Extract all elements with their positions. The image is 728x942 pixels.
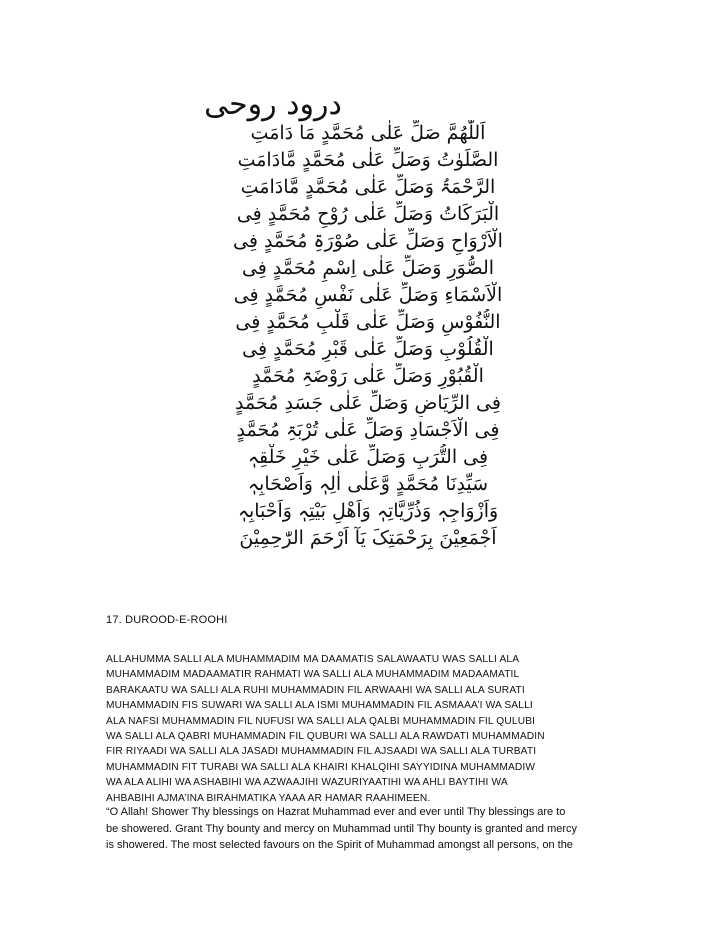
arabic-line: سَیِّدِنَا مُحَمَّدٍ وَّعَلٰی اٰلِہٖ وَاَصْحَابِہٖ (247, 473, 489, 495)
arabic-line: اَللّٰھُمَّ صَلِّ عَلٰی مُحَمَّدٍ مَا دَامَتِ (250, 122, 486, 144)
arabic-line: فِی التُّرَبِ وَصَلِّ عَلٰی خَیْرِ خَلْقِہٖ (247, 446, 489, 468)
arabic-line: الْاَسْمَاءِ وَصَلِّ عَلٰی نَفْسِ مُحَمَّدٍ فِی (233, 284, 503, 306)
arabic-line: الْقُبُوْرِ وَصَلِّ عَلٰی رَوْضَۃِ مُحَمَّدٍ (252, 365, 484, 387)
section-heading: 17. DUROOD-E-ROOHI (106, 614, 228, 626)
arabic-line: فِی الْاَجْسَادِ وَصَلِّ عَلٰی تُرْبَۃِ مُحَمَّدٍ (236, 419, 500, 441)
transliteration-line: WA ALA ALIHI WA ASHABIHI WA AZWAAJIHI WAZURIYAATIHI WA AHLI BAYTIHI WA (106, 777, 508, 789)
arabic-line: النُّفُوْسِ وَصَلِّ عَلٰی قَلْبِ مُحَمَّدٍ فِی (235, 311, 501, 333)
transliteration-line: BARAKAATU WA SALLI ALA RUHI MUHAMMADIN FIL ARWAAHI WA SALLI ALA SURATI (106, 684, 525, 696)
translation-paragraph (106, 804, 628, 854)
arabic-line: الصَّلَوٰتُ وَصَلِّ عَلٰی مُحَمَّدٍ مَّادَامَتِ (237, 149, 499, 171)
translation-line: be showered. Grant Thy bounty and mercy on Muhammad until Thy bounty is granted and mercy (106, 822, 578, 835)
transliteration-line: AHBABIHI AJMA’INA BIRAHMATIKA YAAA AR HAMAR RAAHIMEEN. (106, 792, 431, 804)
transliteration-line: MUHAMMADIN FIS SUWARI WA SALLI ALA ISMI MUHAMMADIN FIL ASMAAA’I WA SALLI (106, 700, 533, 712)
arabic-line: وَاَزْوَاجِہٖ وَذُرِّیَّاتِہٖ وَاَھْلِ بَیْتِہٖ وَاَحْبَابِہٖ (237, 500, 499, 522)
arabic-calligraphy (118, 82, 618, 552)
transliteration-line: MUHAMMADIN FIT TURABI WA SALLI ALA KHAIRI KHALQIHI SAYYIDINA MUHAMMADIW (106, 761, 536, 773)
arabic-line: الْاَرْوَاحِ وَصَلِّ عَلٰی صُوْرَۃِ مُحَمَّدٍ فِی (233, 230, 503, 252)
arabic-line: الْبَرَکَاتُ وَصَلِّ عَلٰی رُوْحِ مُحَمَّدٍ فِی (236, 203, 500, 225)
transliteration-line: MUHAMMADIM MADAAMATIR RAHMATI WA SALLI ALA MUHAMMADIM MADAAMATIL (106, 669, 520, 681)
transliteration-paragraph (106, 652, 624, 806)
transliteration-line: ALLAHUMMA SALLI ALA MUHAMMADIM MA DAAMATIS SALAWAATU WAS SALLI ALA (106, 654, 520, 665)
arabic-line: فِی الرِّیَاضِ وَصَلِّ عَلٰی جَسَدِ مُحَمَّدٍ (235, 392, 501, 414)
arabic-line: الصُّوَرِ وَصَلِّ عَلٰی اِسْمِ مُحَمَّدٍ فِی (241, 257, 495, 279)
arabic-line: الرَّحْمَۃُ وَصَلِّ عَلٰی مُحَمَّدٍ مَّادَامَتِ (240, 176, 496, 198)
arabic-line: اَجْمَعِیْنَ بِرَحْمَتِکَ یَآ اَرْحَمَ الرّٰحِمِیْنَ (239, 527, 497, 549)
translation-line: is showered. The most selected favours on the Spirit of Muhammad amongst all persons, on the (106, 839, 573, 852)
translation-line: “O Allah! Shower Thy blessings on Hazrat Muhammad ever and ever until Thy blessings are to (106, 806, 566, 818)
transliteration-line: FIR RIYAADI WA SALLI ALA JASADI MUHAMMADIN FIL AJSAADI WA SALLI ALA TURBATI (106, 746, 537, 758)
transliteration-line: ALA NAFSI MUHAMMADIN FIL NUFUSI WA SALLI ALA QALBI MUHAMMADIN FIL QULUBI (106, 715, 536, 727)
arabic-title: درود روحی (204, 87, 342, 122)
arabic-line: الْقُلُوْبِ وَصَلِّ عَلٰی قَبْرِ مُحَمَّدٍ فِی (242, 338, 494, 360)
transliteration-line: WA SALLI ALA QABRI MUHAMMADIN FIL QUBURI WA SALLI ALA RAWDATI MUHAMMADIN (106, 731, 545, 743)
